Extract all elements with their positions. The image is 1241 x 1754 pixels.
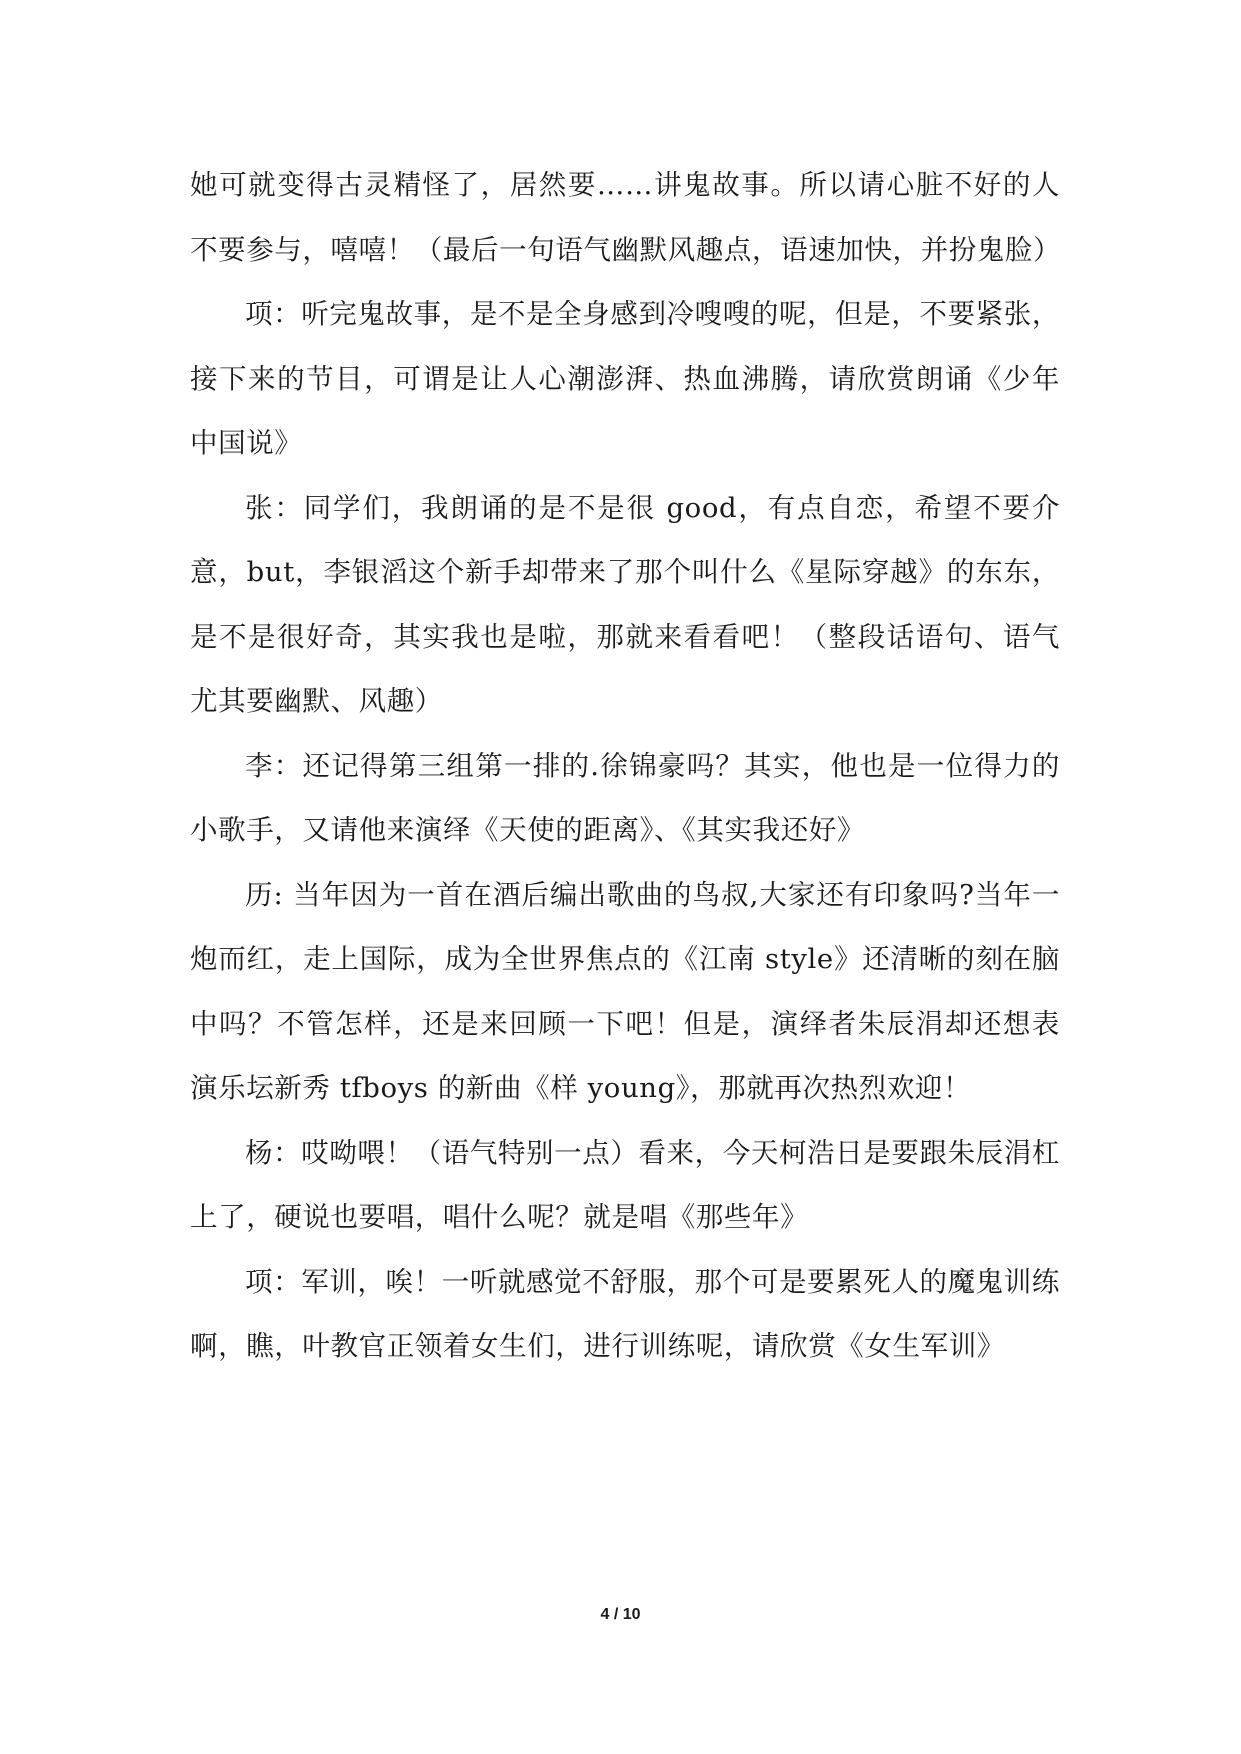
paragraph-6: 杨：哎呦喂！（语气特别一点）看来，今天柯浩日是要跟朱辰涓杠上了，硬说也要唱，唱什么呢？就是唱《那些年》 bbox=[190, 1136, 1060, 1233]
paragraph-7: 项：军训，唉！一听就感觉不舒服，那个可是要累死人的魔鬼训练啊，瞧，叶教官正领着女生们，进行训练呢，请欣赏《女生军训》 bbox=[190, 1265, 1060, 1362]
paragraph-5: 历: 当年因为一首在酒后编出歌曲的鸟叔,大家还有印象吗?当年一炮而红，走上国际，成为全世界焦点的《江南 style》还清晰的刻在脑中吗？不管怎样，还是来回顾一下吧！但是，演绎者朱辰涓却还想表演乐坛新秀 tfboys 的新曲《样 young》，那就再次热烈欢迎！ bbox=[190, 878, 1060, 1104]
paragraph-1: 她可就变得古灵精怪了，居然要……讲鬼故事。所以请心脏不好的人不要参与，嘻嘻！（最后一句语气幽默风趣点，语速加快，并扮鬼脸） bbox=[190, 169, 1062, 266]
page-number: 4 / 10 bbox=[600, 1606, 641, 1623]
paragraph-3: 张：同学们，我朗诵的是不是很 good，有点自恋，希望不要介意，but，李银滔这个新手却带来了那个叫什么《星际穿越》的东东，是不是很好奇，其实我也是啦，那就来看看吧！（整段话语句、语气尤其要幽默、风趣） bbox=[190, 491, 1060, 717]
paragraph-4: 李：还记得第三组第一排的.徐锦豪吗？其实，他也是一位得力的小歌手，又请他来演绎《天使的距离》、《其实我还好》 bbox=[190, 749, 1060, 846]
document-body bbox=[190, 153, 1060, 1379]
paragraph-2: 项：听完鬼故事，是不是全身感到冷嗖嗖的呢，但是，不要紧张，接下来的节目，可谓是让人心潮澎湃、热血沸腾，请欣赏朗诵《少年中国说》 bbox=[190, 298, 1060, 459]
